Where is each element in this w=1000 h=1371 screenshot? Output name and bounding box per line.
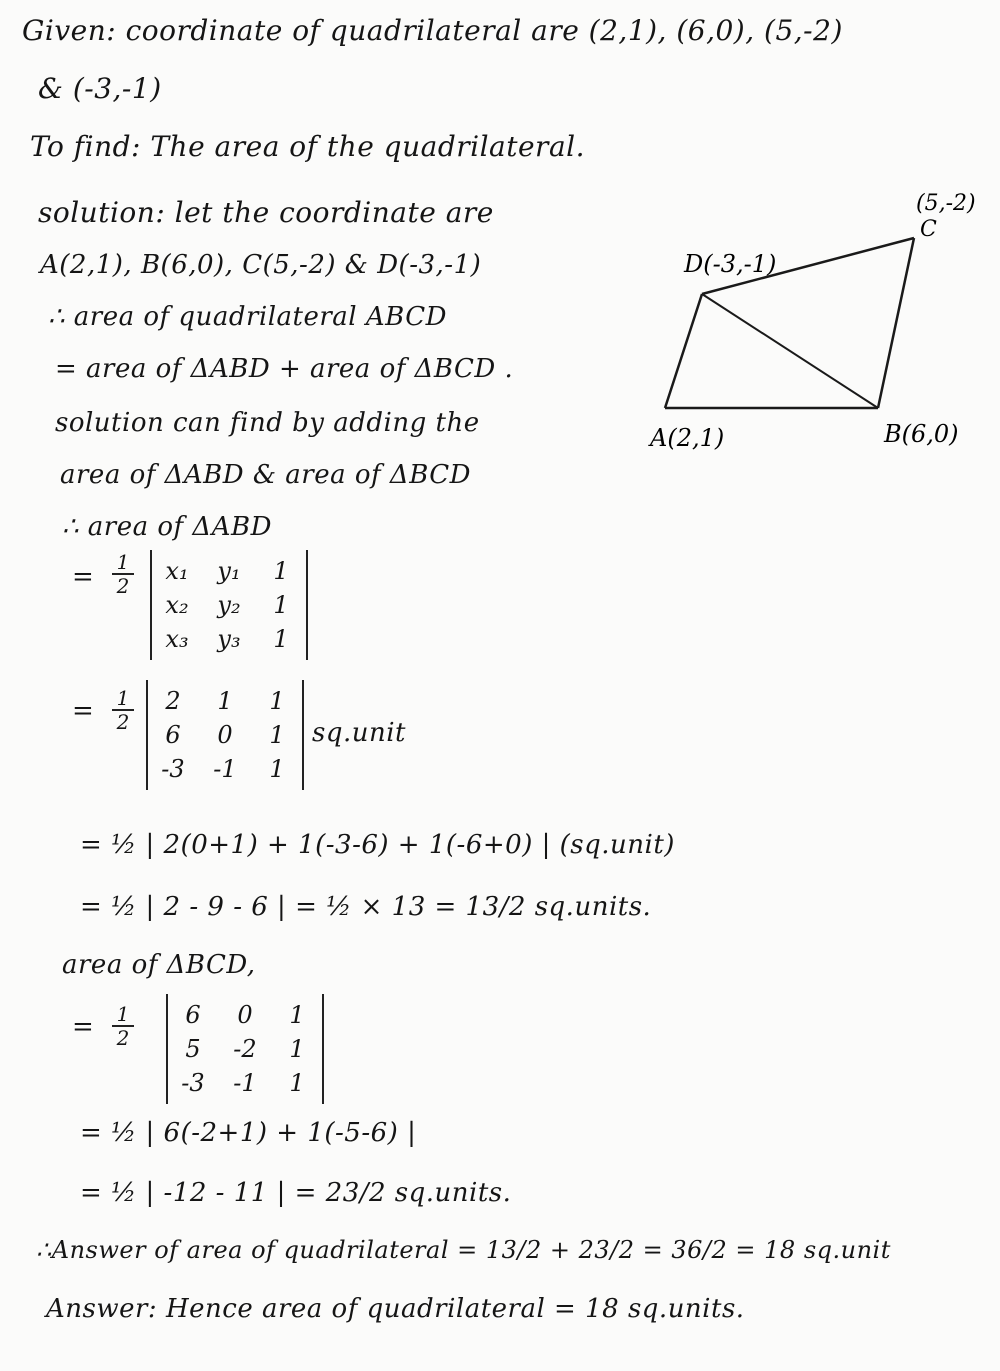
det-cell: 1 [289,1035,305,1063]
bcd-eq: = [72,1012,95,1042]
det-cell: 1 [273,591,289,619]
det-row [180,1032,310,1066]
final-answer: Answer: Hence area of quadrilateral = 18 sq.units. [46,1294,745,1324]
half-fraction-3 [112,1004,134,1048]
det-cell: 1 [273,625,289,653]
label-d: D(-3,-1) [684,250,777,278]
abd-heading: ∴ area of ΔABD [62,512,272,542]
det-row [180,998,310,1032]
solution-line-2: A(2,1), B(6,0), C(5,-2) & D(-3,-1) [40,250,482,280]
det-cell: -2 [233,1035,257,1063]
det-row [164,622,294,656]
bcd-determinant [166,994,324,1104]
given-line-2: & (-3,-1) [38,72,162,105]
final-sum: ∴Answer of area of quadrilateral = 13/2 + 23/2 = 36/2 = 18 sq.unit [36,1236,891,1264]
abd-eq-1: = [72,562,95,592]
det-cell: 0 [237,1001,253,1029]
to-find-line: To find: The area of the quadrilateral. [30,130,585,163]
det-row [164,588,294,622]
fraction-denominator: 2 [116,710,130,734]
half-fraction-2 [112,688,134,732]
solution-line-3: ∴ area of quadrilateral ABCD [48,302,447,332]
det-cell: 1 [289,1001,305,1029]
label-c-coord: (5,-2) [916,191,976,216]
solution-line-1: solution: let the coordinate are [38,196,494,229]
abd-expansion: = ½ | 2(0+1) + 1(-3-6) + 1(-6+0) | (sq.unit) [80,830,675,860]
solution-line-4: = area of ΔABD + area of ΔBCD . [55,354,514,384]
det-cell: -1 [233,1069,257,1097]
det-cell: 1 [289,1069,305,1097]
det-cell: -3 [181,1069,205,1097]
fraction-numerator: 1 [116,550,130,574]
det-cell: x₁ [165,557,189,585]
det-cell: 1 [269,721,285,749]
half-fraction-1 [112,552,134,596]
det-cell: 1 [217,687,233,715]
solution-line-6: area of ΔABD & area of ΔBCD [60,460,472,490]
det-cell: 6 [185,1001,201,1029]
det-cell: 5 [185,1035,201,1063]
det-cell: y₃ [217,625,241,653]
edge-da [665,294,702,408]
det-cell: y₁ [217,557,241,585]
det-cell: x₃ [165,625,189,653]
diagonal-db [702,294,878,408]
fraction-numerator: 1 [116,686,130,710]
fraction-numerator: 1 [116,1002,130,1026]
det-row [164,554,294,588]
det-cell: -3 [161,755,185,783]
det-cell: 1 [273,557,289,585]
label-a: A(2,1) [650,424,725,452]
abd-numeric-determinant [146,680,304,790]
bcd-expansion: = ½ | 6(-2+1) + 1(-5-6) | [80,1118,417,1148]
det-row [160,752,290,786]
det-cell: -1 [213,755,237,783]
solution-line-5: solution can find by adding the [55,408,480,438]
det-row [160,718,290,752]
det-cell: y₂ [217,591,241,619]
fraction-denominator: 2 [116,574,130,598]
bcd-heading: area of ΔBCD, [62,950,256,980]
det-cell: 2 [165,687,181,715]
det-cell: 1 [269,687,285,715]
abd-unit: sq.unit [312,718,407,748]
abd-eq-2: = [72,696,95,726]
abd-result: = ½ | 2 - 9 - 6 | = ½ × 13 = 13/2 sq.units. [80,892,652,922]
bcd-result: = ½ | -12 - 11 | = 23/2 sq.units. [80,1178,512,1208]
det-cell: 0 [217,721,233,749]
fraction-denominator: 2 [116,1026,130,1050]
det-cell: 6 [165,721,181,749]
quadrilateral-diagram [640,180,990,470]
label-b: B(6,0) [884,420,959,448]
det-cell: x₂ [165,591,189,619]
det-cell: 1 [269,755,285,783]
given-line-1: Given: coordinate of quadrilateral are (2,1), (6,0), (5,-2) [22,14,843,47]
det-row [160,684,290,718]
edge-bc [878,238,914,408]
abd-generic-determinant [150,550,308,660]
label-c: C [920,217,937,242]
det-row [180,1066,310,1100]
